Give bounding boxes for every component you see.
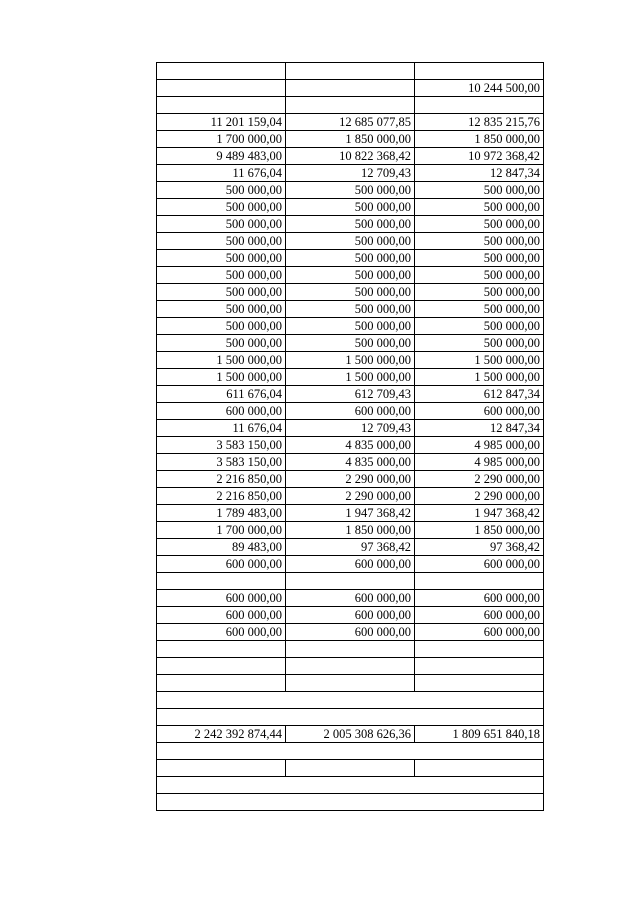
table-cell: 2 290 000,00 — [415, 488, 544, 505]
table-cell: 11 676,04 — [157, 165, 286, 182]
table-row — [157, 369, 544, 386]
table-row — [157, 573, 544, 590]
table-row — [157, 675, 544, 692]
table-cell: 600 000,00 — [286, 590, 415, 607]
table-cell: 4 985 000,00 — [415, 437, 544, 454]
table-row — [157, 250, 544, 267]
table-row — [157, 556, 544, 573]
table-cell: 97 368,42 — [286, 539, 415, 556]
table-cell: 500 000,00 — [157, 267, 286, 284]
table-cell — [286, 675, 415, 692]
table-cell: 2 242 392 874,44 — [157, 726, 286, 743]
table-cell: 2 216 850,00 — [157, 471, 286, 488]
table-cell: 500 000,00 — [286, 233, 415, 250]
table-row — [157, 386, 544, 403]
table-cell: 4 985 000,00 — [415, 454, 544, 471]
table-cell: 11 676,04 — [157, 420, 286, 437]
table-cell: 500 000,00 — [415, 301, 544, 318]
table-cell: 1 500 000,00 — [415, 369, 544, 386]
table-cell: 500 000,00 — [415, 335, 544, 352]
table-row — [157, 522, 544, 539]
table-cell — [415, 641, 544, 658]
table-cell: 1 850 000,00 — [286, 131, 415, 148]
table-row — [157, 267, 544, 284]
table-row — [157, 437, 544, 454]
table-cell — [157, 641, 286, 658]
table-row — [157, 794, 544, 811]
table-cell: 500 000,00 — [157, 318, 286, 335]
table-cell — [415, 573, 544, 590]
table-cell: 12 685 077,85 — [286, 114, 415, 131]
table-row — [157, 352, 544, 369]
table-cell: 500 000,00 — [415, 284, 544, 301]
table-cell: 500 000,00 — [157, 199, 286, 216]
table-cell: 500 000,00 — [157, 216, 286, 233]
table-cell: 1 850 000,00 — [286, 522, 415, 539]
table-cell: 500 000,00 — [157, 182, 286, 199]
table-row — [157, 777, 544, 794]
table-cell: 11 201 159,04 — [157, 114, 286, 131]
table-cell: 600 000,00 — [157, 607, 286, 624]
table-cell: 500 000,00 — [286, 318, 415, 335]
table-cell: 500 000,00 — [415, 267, 544, 284]
table-cell: 600 000,00 — [286, 607, 415, 624]
table-row — [157, 199, 544, 216]
table-cell: 1 850 000,00 — [415, 131, 544, 148]
table-cell: 612 847,34 — [415, 386, 544, 403]
table-cell-merged — [157, 743, 544, 760]
table-row — [157, 607, 544, 624]
table-row — [157, 760, 544, 777]
table-cell: 600 000,00 — [157, 590, 286, 607]
table-row — [157, 709, 544, 726]
table-cell: 97 368,42 — [415, 539, 544, 556]
table-row — [157, 131, 544, 148]
table-cell: 2 290 000,00 — [286, 488, 415, 505]
table-row — [157, 641, 544, 658]
table-cell — [157, 675, 286, 692]
table-cell: 9 489 483,00 — [157, 148, 286, 165]
table-row — [157, 182, 544, 199]
table-cell: 1 947 368,42 — [415, 505, 544, 522]
table-cell: 2 216 850,00 — [157, 488, 286, 505]
table-row — [157, 692, 544, 709]
table-row — [157, 726, 544, 743]
table-cell: 611 676,04 — [157, 386, 286, 403]
table-cell: 1 500 000,00 — [286, 352, 415, 369]
table-row — [157, 165, 544, 182]
table-cell: 500 000,00 — [286, 216, 415, 233]
table-cell: 500 000,00 — [286, 182, 415, 199]
table-cell — [157, 80, 286, 97]
table-cell — [157, 97, 286, 114]
table-cell: 12 847,34 — [415, 420, 544, 437]
table-cell: 600 000,00 — [157, 403, 286, 420]
table-cell — [157, 760, 286, 777]
table-cell: 1 500 000,00 — [415, 352, 544, 369]
budget-values-table — [156, 62, 544, 811]
table-row — [157, 743, 544, 760]
table-body — [157, 63, 544, 811]
table-row — [157, 80, 544, 97]
table-cell: 612 709,43 — [286, 386, 415, 403]
table-row — [157, 624, 544, 641]
table-cell: 500 000,00 — [157, 233, 286, 250]
table-cell: 1 850 000,00 — [415, 522, 544, 539]
table-cell: 600 000,00 — [415, 624, 544, 641]
table-cell: 500 000,00 — [415, 233, 544, 250]
table-row — [157, 335, 544, 352]
table-cell — [286, 760, 415, 777]
table-cell: 500 000,00 — [286, 250, 415, 267]
table-row — [157, 284, 544, 301]
table-row — [157, 420, 544, 437]
table-cell: 600 000,00 — [415, 607, 544, 624]
table-row — [157, 114, 544, 131]
table-cell: 600 000,00 — [415, 556, 544, 573]
table-cell: 600 000,00 — [157, 624, 286, 641]
table-cell: 4 835 000,00 — [286, 454, 415, 471]
table-cell: 3 583 150,00 — [157, 454, 286, 471]
table-row — [157, 488, 544, 505]
table-cell: 500 000,00 — [286, 284, 415, 301]
table-cell: 1 500 000,00 — [157, 369, 286, 386]
table-row — [157, 539, 544, 556]
table-cell: 2 290 000,00 — [286, 471, 415, 488]
table-cell — [157, 658, 286, 675]
table-cell: 1 500 000,00 — [157, 352, 286, 369]
table-row — [157, 403, 544, 420]
table-cell: 12 847,34 — [415, 165, 544, 182]
table-cell — [415, 760, 544, 777]
table-row — [157, 148, 544, 165]
table-cell: 3 583 150,00 — [157, 437, 286, 454]
table-row — [157, 301, 544, 318]
table-cell — [415, 63, 544, 80]
table-cell-merged — [157, 709, 544, 726]
table-cell: 500 000,00 — [157, 284, 286, 301]
table-cell: 500 000,00 — [157, 250, 286, 267]
table-cell: 500 000,00 — [415, 318, 544, 335]
table-cell: 600 000,00 — [157, 556, 286, 573]
table-cell: 1 809 651 840,18 — [415, 726, 544, 743]
table-row — [157, 216, 544, 233]
table-cell: 500 000,00 — [415, 216, 544, 233]
table-cell: 10 244 500,00 — [415, 80, 544, 97]
table-cell — [415, 658, 544, 675]
table-row — [157, 471, 544, 488]
table-row — [157, 318, 544, 335]
table-cell-merged — [157, 794, 544, 811]
table-cell: 500 000,00 — [286, 301, 415, 318]
table-cell: 600 000,00 — [415, 590, 544, 607]
table-cell — [286, 80, 415, 97]
table-cell: 500 000,00 — [415, 199, 544, 216]
table-cell — [286, 97, 415, 114]
table-cell: 1 700 000,00 — [157, 522, 286, 539]
table-cell — [286, 641, 415, 658]
table-cell: 600 000,00 — [286, 403, 415, 420]
table-cell: 600 000,00 — [415, 403, 544, 420]
table-cell — [157, 573, 286, 590]
table-cell: 1 789 483,00 — [157, 505, 286, 522]
table-cell: 500 000,00 — [286, 199, 415, 216]
table-cell: 500 000,00 — [415, 250, 544, 267]
table-row — [157, 505, 544, 522]
table-cell: 500 000,00 — [286, 335, 415, 352]
table-cell: 600 000,00 — [286, 624, 415, 641]
table-cell: 2 005 308 626,36 — [286, 726, 415, 743]
table-row — [157, 454, 544, 471]
table-cell: 12 709,43 — [286, 420, 415, 437]
table-cell: 12 835 215,76 — [415, 114, 544, 131]
table-cell — [286, 573, 415, 590]
table-cell: 10 822 368,42 — [286, 148, 415, 165]
table-cell: 1 947 368,42 — [286, 505, 415, 522]
table-cell — [286, 63, 415, 80]
table-cell — [286, 658, 415, 675]
table-cell: 12 709,43 — [286, 165, 415, 182]
table-row — [157, 97, 544, 114]
table-cell — [415, 97, 544, 114]
table-cell: 1 700 000,00 — [157, 131, 286, 148]
table-cell: 600 000,00 — [286, 556, 415, 573]
table-cell: 10 972 368,42 — [415, 148, 544, 165]
table-cell-merged — [157, 777, 544, 794]
table-cell: 1 500 000,00 — [286, 369, 415, 386]
table-cell-merged — [157, 692, 544, 709]
table-cell — [415, 675, 544, 692]
table-cell: 500 000,00 — [157, 301, 286, 318]
table-row — [157, 590, 544, 607]
table-cell: 500 000,00 — [415, 182, 544, 199]
table-row — [157, 63, 544, 80]
table-cell — [157, 63, 286, 80]
table-row — [157, 658, 544, 675]
table-cell: 4 835 000,00 — [286, 437, 415, 454]
table-cell: 500 000,00 — [157, 335, 286, 352]
table-row — [157, 233, 544, 250]
table-cell: 500 000,00 — [286, 267, 415, 284]
table-cell: 89 483,00 — [157, 539, 286, 556]
table-cell: 2 290 000,00 — [415, 471, 544, 488]
